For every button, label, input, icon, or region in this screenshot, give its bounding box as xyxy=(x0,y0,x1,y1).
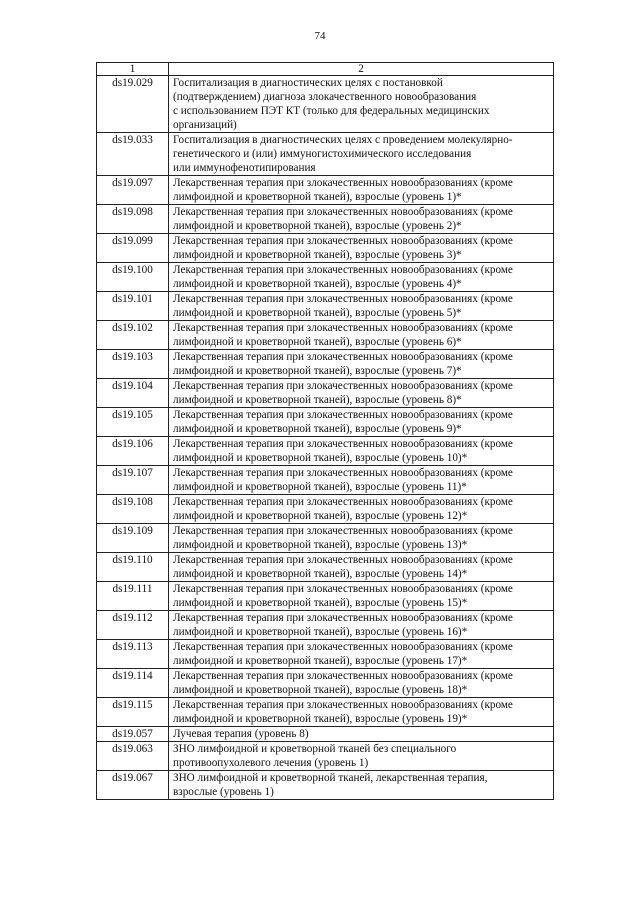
description-line: лимфоидной и кроветворной тканей), взрослые (уровень 15)* xyxy=(173,597,468,609)
table-row xyxy=(97,742,554,771)
description-line: Лекарственная терапия при злокачественных новообразованиях (кроме xyxy=(173,351,513,363)
description-line: Лекарственная терапия при злокачественных новообразованиях (кроме xyxy=(173,699,513,711)
row-description xyxy=(169,582,554,611)
description-line: лимфоидной и кроветворной тканей), взрослые (уровень 13)* xyxy=(173,539,468,551)
description-line: лимфоидной и кроветворной тканей), взрослые (уровень 8)* xyxy=(173,394,462,406)
row-code: ds19.110 xyxy=(97,553,169,582)
description-line: Лекарственная терапия при злокачественных новообразованиях (кроме xyxy=(173,467,513,479)
table-row xyxy=(97,553,554,582)
row-code: ds19.105 xyxy=(97,408,169,437)
description-line: Госпитализация в диагностических целях с проведением молекулярно- xyxy=(173,134,513,146)
table-row xyxy=(97,408,554,437)
description-line: Лекарственная терапия при злокачественных новообразованиях (кроме xyxy=(173,641,513,653)
table-row xyxy=(97,771,554,800)
row-description xyxy=(169,263,554,292)
row-description xyxy=(169,698,554,727)
table-row xyxy=(97,524,554,553)
row-description xyxy=(169,321,554,350)
description-line: Лекарственная терапия при злокачественных новообразованиях (кроме xyxy=(173,583,513,595)
description-line: Лекарственная терапия при злокачественных новообразованиях (кроме xyxy=(173,235,513,247)
description-line: противоопухолевого лечения (уровень 1) xyxy=(173,757,369,769)
table-row xyxy=(97,350,554,379)
row-description xyxy=(169,495,554,524)
table-row xyxy=(97,582,554,611)
row-code: ds19.102 xyxy=(97,321,169,350)
row-description xyxy=(169,292,554,321)
table-row xyxy=(97,379,554,408)
description-line: Лекарственная терапия при злокачественных новообразованиях (кроме xyxy=(173,322,513,334)
row-code: ds19.033 xyxy=(97,133,169,176)
row-description xyxy=(169,234,554,263)
description-line: или иммунофенотипирования xyxy=(173,162,316,174)
description-line: лимфоидной и кроветворной тканей), взрослые (уровень 14)* xyxy=(173,568,468,580)
description-line: Лекарственная терапия при злокачественных новообразованиях (кроме xyxy=(173,264,513,276)
description-line: взрослые (уровень 1) xyxy=(173,786,274,798)
description-line: Лекарственная терапия при злокачественных новообразованиях (кроме xyxy=(173,670,513,682)
description-line: Лекарственная терапия при злокачественных новообразованиях (кроме xyxy=(173,525,513,537)
row-description xyxy=(169,727,554,742)
row-code: ds19.108 xyxy=(97,495,169,524)
description-line: ЗНО лимфоидной и кроветворной тканей, лекарственная терапия, xyxy=(173,772,488,784)
description-line: ЗНО лимфоидной и кроветворной тканей без специального xyxy=(173,743,457,755)
row-code: ds19.057 xyxy=(97,727,169,742)
table-row xyxy=(97,437,554,466)
description-line: (подтверждением) диагноза злокачественного новообразования xyxy=(173,91,477,103)
table-row xyxy=(97,205,554,234)
row-code: ds19.112 xyxy=(97,611,169,640)
table-row xyxy=(97,640,554,669)
table-row xyxy=(97,466,554,495)
description-line: лимфоидной и кроветворной тканей), взрослые (уровень 18)* xyxy=(173,684,468,696)
row-description xyxy=(169,553,554,582)
row-code: ds19.114 xyxy=(97,669,169,698)
table-row xyxy=(97,669,554,698)
row-description xyxy=(169,524,554,553)
table-row xyxy=(97,234,554,263)
row-code: ds19.067 xyxy=(97,771,169,800)
row-description xyxy=(169,76,554,133)
row-description xyxy=(169,408,554,437)
row-description xyxy=(169,176,554,205)
description-line: лимфоидной и кроветворной тканей), взрослые (уровень 17)* xyxy=(173,655,468,667)
description-line: Лекарственная терапия при злокачественных новообразованиях (кроме xyxy=(173,554,513,566)
description-line: лимфоидной и кроветворной тканей), взрослые (уровень 16)* xyxy=(173,626,468,638)
description-line: лимфоидной и кроветворной тканей), взрослые (уровень 4)* xyxy=(173,278,462,290)
row-description xyxy=(169,640,554,669)
table-row xyxy=(97,133,554,176)
description-line: Лекарственная терапия при злокачественных новообразованиях (кроме xyxy=(173,206,513,218)
page-number: 74 xyxy=(314,30,326,42)
description-line: лимфоидной и кроветворной тканей), взрослые (уровень 2)* xyxy=(173,220,462,232)
description-line: лимфоидной и кроветворной тканей), взрослые (уровень 12)* xyxy=(173,510,468,522)
description-line: лимфоидной и кроветворной тканей), взрослые (уровень 7)* xyxy=(173,365,462,377)
row-description xyxy=(169,437,554,466)
row-code: ds19.106 xyxy=(97,437,169,466)
description-line: лимфоидной и кроветворной тканей), взрослые (уровень 6)* xyxy=(173,336,462,348)
description-line: Лекарственная терапия при злокачественных новообразованиях (кроме xyxy=(173,409,513,421)
row-description xyxy=(169,350,554,379)
row-description xyxy=(169,611,554,640)
row-description xyxy=(169,466,554,495)
row-code: ds19.063 xyxy=(97,742,169,771)
row-code: ds19.104 xyxy=(97,379,169,408)
description-line: Лекарственная терапия при злокачественных новообразованиях (кроме xyxy=(173,380,513,392)
row-description xyxy=(169,771,554,800)
row-code: ds19.113 xyxy=(97,640,169,669)
description-line: Лекарственная терапия при злокачественных новообразованиях (кроме xyxy=(173,612,513,624)
row-code: ds19.101 xyxy=(97,292,169,321)
row-code: ds19.111 xyxy=(97,582,169,611)
table-row xyxy=(97,321,554,350)
description-line: Лучевая терапия (уровень 8) xyxy=(173,728,309,740)
row-code: ds19.100 xyxy=(97,263,169,292)
table-row xyxy=(97,176,554,205)
description-line: с использованием ПЭТ КТ (только для федеральных медицинских xyxy=(173,105,490,117)
table-row xyxy=(97,611,554,640)
description-line: Лекарственная терапия при злокачественных новообразованиях (кроме xyxy=(173,177,513,189)
row-code: ds19.107 xyxy=(97,466,169,495)
table-row xyxy=(97,698,554,727)
description-line: лимфоидной и кроветворной тканей), взрослые (уровень 1)* xyxy=(173,191,462,203)
table-header-row xyxy=(97,63,554,76)
row-code: ds19.098 xyxy=(97,205,169,234)
column-header-description: 2 xyxy=(169,63,554,76)
row-description xyxy=(169,133,554,176)
row-code: ds19.029 xyxy=(97,76,169,133)
row-description xyxy=(169,205,554,234)
table-body xyxy=(97,76,554,800)
table-row xyxy=(97,76,554,133)
row-description xyxy=(169,669,554,698)
column-header-code: 1 xyxy=(97,63,169,76)
description-line: генетического и (или) иммуногистохимического исследования xyxy=(173,148,472,160)
row-description xyxy=(169,742,554,771)
description-line: лимфоидной и кроветворной тканей), взрослые (уровень 9)* xyxy=(173,423,462,435)
row-code: ds19.103 xyxy=(97,350,169,379)
description-line: лимфоидной и кроветворной тканей), взрослые (уровень 19)* xyxy=(173,713,468,725)
description-line: Лекарственная терапия при злокачественных новообразованиях (кроме xyxy=(173,438,513,450)
row-code: ds19.097 xyxy=(97,176,169,205)
row-code: ds19.115 xyxy=(97,698,169,727)
description-line: лимфоидной и кроветворной тканей), взрослые (уровень 3)* xyxy=(173,249,462,261)
tariff-table xyxy=(96,62,554,800)
description-line: Лекарственная терапия при злокачественных новообразованиях (кроме xyxy=(173,293,513,305)
table-row xyxy=(97,727,554,742)
description-line: лимфоидной и кроветворной тканей), взрослые (уровень 5)* xyxy=(173,307,462,319)
description-line: Лекарственная терапия при злокачественных новообразованиях (кроме xyxy=(173,496,513,508)
table-row xyxy=(97,263,554,292)
table-row xyxy=(97,495,554,524)
row-description xyxy=(169,379,554,408)
description-line: Госпитализация в диагностических целях с постановкой xyxy=(173,77,443,89)
row-code: ds19.099 xyxy=(97,234,169,263)
description-line: лимфоидной и кроветворной тканей), взрослые (уровень 11)* xyxy=(173,481,467,493)
table-row xyxy=(97,292,554,321)
row-code: ds19.109 xyxy=(97,524,169,553)
description-line: лимфоидной и кроветворной тканей), взрослые (уровень 10)* xyxy=(173,452,468,464)
description-line: организаций) xyxy=(173,119,237,131)
